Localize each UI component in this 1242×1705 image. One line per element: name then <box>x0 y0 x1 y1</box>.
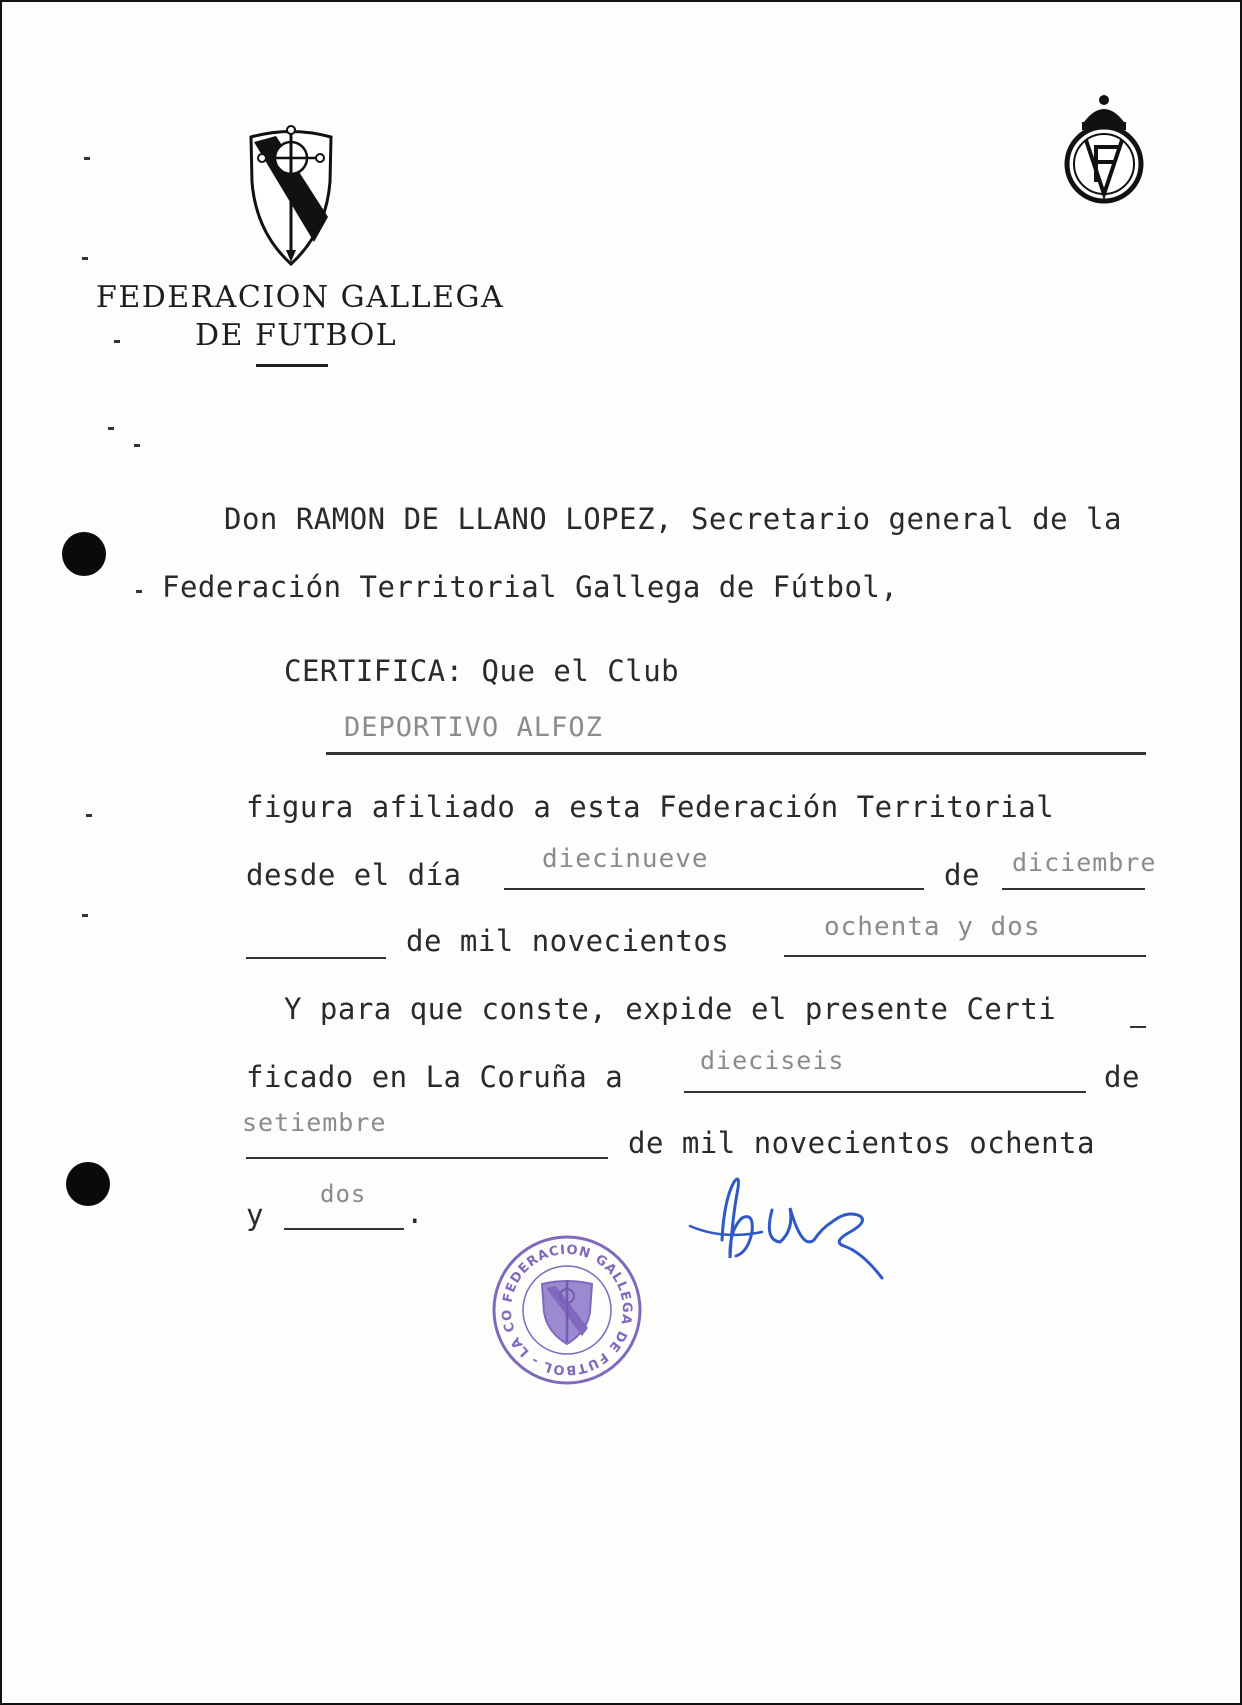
secretary-statement-line2: Federación Territorial Gallega de Fútbol, <box>162 570 899 604</box>
affiliation-day-value: diecinueve <box>542 844 709 874</box>
ficado-line: ficado en La Coruña a <box>246 1060 624 1094</box>
issue-day-underline <box>684 1091 1086 1093</box>
issue-month-value: setiembre <box>242 1108 387 1137</box>
y-label: y <box>246 1198 264 1232</box>
secretary-statement-line1: Don RAMON DE LLANO LOPEZ, Secretario general de la <box>224 502 1122 536</box>
issue-year-suffix-value: dos <box>320 1180 367 1208</box>
de-mil-novecientos-label: de mil novecientos <box>406 924 730 958</box>
margin-speck <box>84 157 90 160</box>
de-mil-ochenta-label: de mil novecientos ochenta <box>628 1126 1095 1160</box>
org-name-line2: DE FUTBOL <box>195 318 398 353</box>
desde-el-dia-label: desde el día <box>246 858 462 892</box>
margin-speck <box>134 444 140 447</box>
margin-speck <box>108 427 114 430</box>
margin-speck <box>82 914 88 917</box>
letterhead-rule <box>256 364 328 367</box>
conste-line: Y para que conste, expide el presente Certi <box>284 992 1057 1026</box>
blank-underline <box>246 957 386 959</box>
club-name-value: DEPORTIVO ALFOZ <box>344 712 603 743</box>
issue-month-underline <box>246 1157 608 1159</box>
federacion-gallega-shield-icon <box>246 122 336 267</box>
affiliated-line: figura afiliado a esta Federación Territorial <box>246 790 1055 824</box>
de-label-2: de <box>1104 1060 1140 1094</box>
de-label-1: de <box>944 858 980 892</box>
affiliation-year-value: ochenta y dos <box>824 912 1041 942</box>
affiliation-day-underline <box>504 888 924 890</box>
issue-year-underline <box>284 1228 404 1230</box>
org-name-line1: FEDERACION GALLEGA <box>96 280 505 315</box>
punch-hole-bottom <box>66 1162 110 1206</box>
federation-seal-stamp <box>492 1232 642 1387</box>
club-name-underline <box>326 752 1146 755</box>
closing-period: . <box>406 1196 424 1230</box>
affiliation-month-value: diciembre <box>1012 848 1157 877</box>
issue-day-value: dieciseis <box>700 1046 845 1075</box>
affiliation-year-underline <box>784 955 1146 957</box>
margin-speck <box>82 257 88 260</box>
affiliation-month-underline <box>1002 888 1145 890</box>
punch-hole-top <box>62 532 106 576</box>
rfef-crown-emblem-icon <box>1062 92 1146 207</box>
margin-speck <box>114 340 120 343</box>
margin-speck <box>136 590 142 593</box>
svg-text:FEDERACION GALLEGA DE FUTBOL -: FEDERACION GALLEGA DE FUTBOL - LA CO <box>499 1242 635 1378</box>
margin-speck <box>86 814 92 817</box>
certi-underline <box>1130 1026 1146 1028</box>
handwritten-signature <box>682 1170 902 1290</box>
certifica-line: CERTIFICA: Que el Club <box>284 654 680 688</box>
